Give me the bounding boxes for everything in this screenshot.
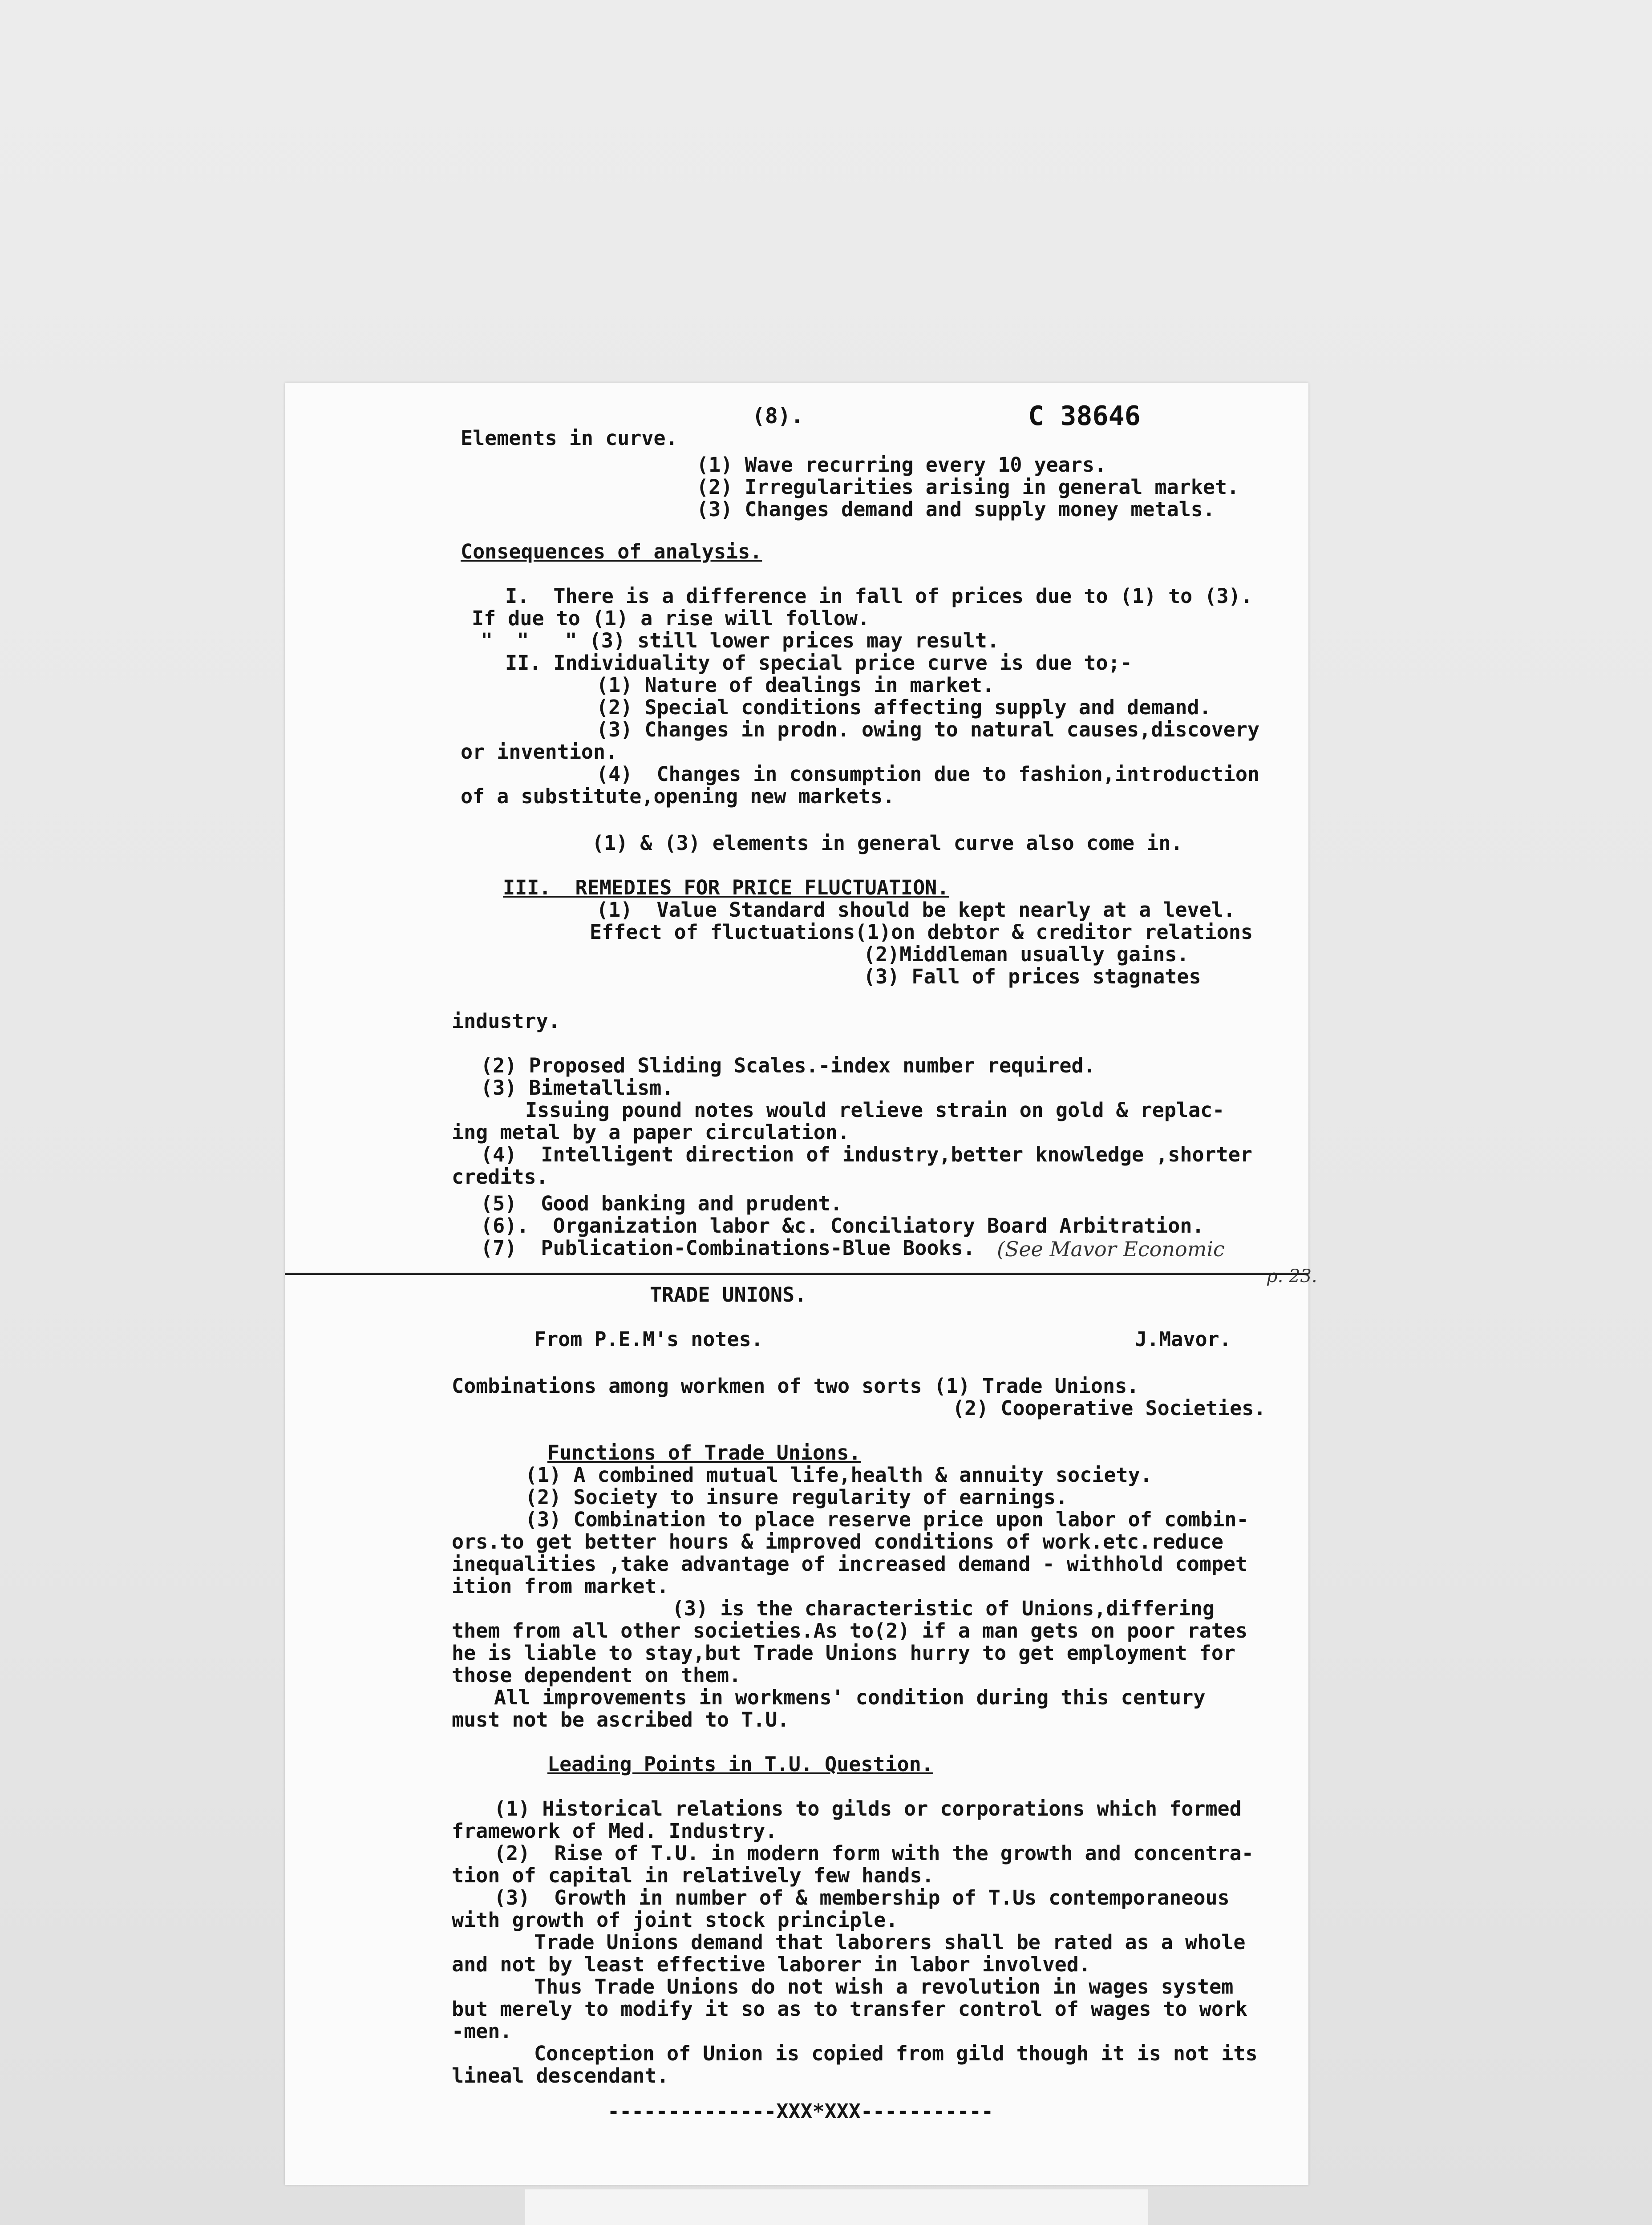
text-line: or invention. bbox=[461, 740, 618, 764]
text-line: (3) Fall of prices stagnates bbox=[863, 965, 1201, 988]
text-line: (2) Proposed Sliding Scales.-index number required. bbox=[481, 1054, 1096, 1077]
text-line: (1) Historical relations to gilds or corporations which formed bbox=[494, 1797, 1242, 1820]
text-line: Thus Trade Unions do not wish a revolution in wages system bbox=[534, 1975, 1234, 1998]
text-line: ors.to get better hours & improved conditions of work.etc.reduce bbox=[452, 1530, 1223, 1553]
text-line: framework of Med. Industry. bbox=[452, 1819, 777, 1843]
text-line: (2) Irregularities arising in general market. bbox=[696, 475, 1239, 499]
text-line: (1) & (3) elements in general curve also come in. bbox=[592, 831, 1183, 855]
text-line: Issuing pound notes would relieve strain on gold & replac- bbox=[525, 1098, 1225, 1122]
text-line: credits. bbox=[452, 1165, 548, 1189]
handwritten-note: (See Mavor Economic bbox=[997, 1237, 1225, 1261]
text-line: but merely to modify it so as to transfer control of wages to work bbox=[452, 1997, 1248, 2021]
text-line: (4) Changes in consumption due to fashion,introduction bbox=[596, 762, 1260, 786]
text-line: with growth of joint stock principle. bbox=[452, 1908, 898, 1932]
text-line: (3) Combination to place reserve price upon labor of combin- bbox=[525, 1508, 1249, 1531]
text-line: " " " (3) still lower prices may result. bbox=[481, 629, 999, 652]
author-name: J.Mavor. bbox=[1135, 1327, 1231, 1351]
text-line: lineal descendant. bbox=[452, 2064, 669, 2087]
text-line: (2)Middleman usually gains. bbox=[863, 943, 1189, 966]
section-heading: III. REMEDIES FOR PRICE FLUCTUATION. bbox=[503, 876, 949, 899]
page-number: (8). bbox=[752, 404, 804, 429]
text-line: (2) Rise of T.U. in modern form with the growth and concentra- bbox=[494, 1841, 1254, 1865]
text-line: them from all other societies.As to(2) if a man gets on poor rates bbox=[452, 1619, 1248, 1642]
text-line: If due to (1) a rise will follow. bbox=[472, 607, 870, 630]
text-line: ing metal by a paper circulation. bbox=[452, 1121, 850, 1144]
text-line: (1) Nature of dealings in market. bbox=[596, 673, 995, 697]
section-heading: TRADE UNIONS. bbox=[650, 1283, 807, 1307]
text-line: (2) Cooperative Societies. bbox=[952, 1396, 1266, 1420]
text-line: and not by least effective laborer in labor involved. bbox=[452, 1953, 1091, 1976]
handwritten-note-page: p. 23. bbox=[1266, 1266, 1317, 1286]
text-line: (3) Changes demand and supply money metals. bbox=[696, 498, 1215, 521]
text-line: (3) Changes in prodn. owing to natural causes,discovery bbox=[596, 718, 1260, 741]
catalog-number: C 38646 bbox=[1028, 400, 1141, 432]
text-line: (1) A combined mutual life,health & annuity society. bbox=[525, 1463, 1152, 1487]
text-line: Trade Unions demand that laborers shall be rated as a whole bbox=[534, 1930, 1246, 1954]
text-line: II. Individuality of special price curve is due to;- bbox=[505, 651, 1132, 675]
text-line: (1) Value Standard should be kept nearly at a level. bbox=[596, 898, 1235, 922]
section-heading: Consequences of analysis. bbox=[461, 540, 762, 563]
text-line: must not be ascribed to T.U. bbox=[452, 1708, 790, 1731]
text-line: (3) is the characteristic of Unions,differing bbox=[672, 1597, 1215, 1620]
text-line: I. There is a difference in fall of prices due to (1) to (3). bbox=[505, 584, 1253, 608]
text-line: those dependent on them. bbox=[452, 1663, 741, 1687]
text-line: (2) Society to insure regularity of earnings. bbox=[525, 1485, 1068, 1509]
text-line: industry. bbox=[452, 1009, 560, 1033]
text-line: Combinations among workmen of two sorts (1) Trade Unions. bbox=[452, 1374, 1139, 1398]
typed-page bbox=[285, 383, 1317, 2185]
text-line: ition from market. bbox=[452, 1574, 669, 1598]
volume-slip bbox=[525, 2189, 1148, 2225]
section-heading: Leading Points in T.U. Question. bbox=[547, 1752, 933, 1776]
text-line: All improvements in workmens' condition during this century bbox=[494, 1686, 1206, 1709]
text-line: (2) Special conditions affecting supply and demand. bbox=[596, 696, 1211, 719]
text-line: (5) Good banking and prudent. bbox=[481, 1192, 842, 1215]
text-line: inequalities ,take advantage of increased demand - withhold compet bbox=[452, 1552, 1248, 1576]
text-line: -men. bbox=[452, 2019, 512, 2043]
text-line: (1) Wave recurring every 10 years. bbox=[696, 453, 1107, 477]
section-divider bbox=[285, 1273, 1308, 1275]
text-line: Effect of fluctuations(1)on debtor & creditor relations bbox=[590, 920, 1253, 944]
text-line: (6). Organization labor &c. Conciliatory Board Arbitration. bbox=[481, 1214, 1204, 1238]
section-heading: Functions of Trade Unions. bbox=[547, 1441, 861, 1464]
text-line: he is liable to stay,but Trade Unions hurry to get employment for bbox=[452, 1641, 1235, 1665]
text-line: (3) Growth in number of & membership of T.Us contemporaneous bbox=[494, 1886, 1230, 1909]
text-line: tion of capital in relatively few hands. bbox=[452, 1864, 934, 1887]
text-line: From P.E.M's notes. bbox=[534, 1327, 763, 1351]
text-line: (4) Intelligent direction of industry,better knowledge ,shorter bbox=[481, 1143, 1252, 1166]
text-line: (7) Publication-Combinations-Blue Books. bbox=[481, 1236, 975, 1260]
text-line: Conception of Union is copied from gild though it is not its bbox=[534, 2042, 1258, 2065]
text-line: of a substitute,opening new markets. bbox=[461, 785, 895, 808]
text-line: Elements in curve. bbox=[461, 426, 678, 450]
text-line: (3) Bimetallism. bbox=[481, 1076, 674, 1100]
closing-rule: --------------XXX*XXX----------- bbox=[607, 2100, 993, 2123]
